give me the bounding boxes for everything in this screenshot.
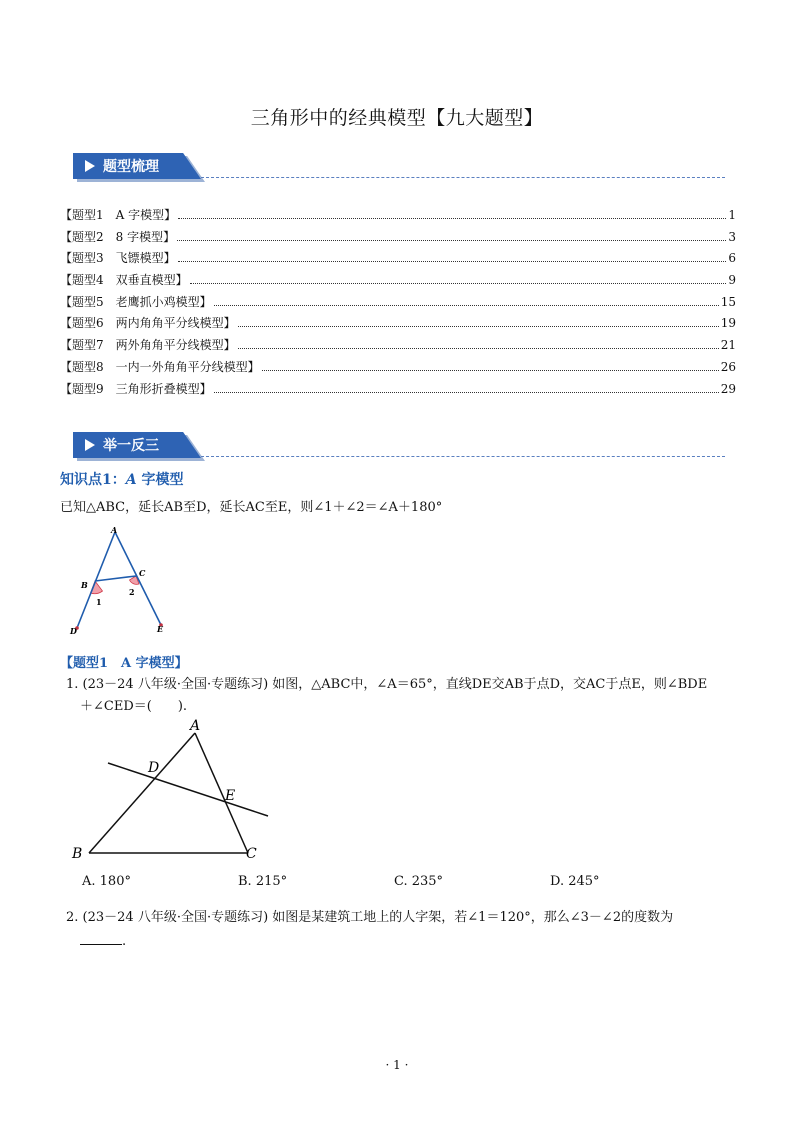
toc-label: 【题型2 8 字模型】 [60,229,176,244]
toc-leader-dots [262,370,719,371]
choice-c: C. 235° [394,874,444,889]
toc-leader-dots [214,305,719,306]
toc-page-number: 1 [728,208,736,222]
toc-page-number: 9 [728,273,736,288]
side-ab [89,733,195,853]
toc-label: 【题型7 两外角角平分线模型】 [60,338,236,353]
toc-row[interactable] [60,314,736,336]
toc-leader-dots [177,240,726,241]
toc-label: 【题型4 双垂直模型】 [60,273,188,288]
toc-page-number: 21 [720,338,736,353]
toc-page-number: 15 [720,294,736,309]
toc-leader-dots [178,218,726,219]
toc-leader-dots [238,326,719,327]
label-b: B [72,846,83,862]
toc-leader-dots [190,283,727,284]
toc-label: 【题型5 老鹰抓小鸡模型】 [60,294,212,309]
kp-title-prefix: 知识点1： [60,472,126,488]
label-angle-2: 2 [129,587,135,597]
question-2-line-end: . [122,934,127,949]
play-triangle-icon [85,439,95,451]
knowledge-point-statement: 已知△ABC，延长AB至D，延长AC至E，则∠1＋∠2＝∠A＋180° [60,500,443,515]
question-1 [66,674,738,718]
line-de [108,763,268,816]
label-e: E [225,788,236,804]
toc-row[interactable] [60,380,736,402]
toc-row[interactable] [60,271,736,293]
banner-divider [201,177,725,178]
toc-row[interactable] [60,358,736,380]
section-banner-overview [73,153,725,181]
label-d: D [148,760,160,776]
label-a: A [190,718,201,734]
label-e: E [157,624,164,634]
toc-row[interactable] [60,293,736,315]
toc-row[interactable] [60,206,736,228]
toc-page-number: 6 [728,251,736,266]
kp-title-suffix: 字模型 [136,472,184,488]
side-ac [195,733,248,853]
question-1-line-2: ＋∠CED＝( ). [80,699,188,714]
toc-leader-dots [238,348,719,349]
question-2 [66,906,738,954]
toc-row[interactable] [60,228,736,250]
banner-divider [201,456,725,457]
question-2-line-2 [66,930,738,954]
toc-label: 【题型3 飞镖模型】 [60,251,176,266]
banner-label: 举一反三 [103,438,159,454]
knowledge-point-title [60,469,184,489]
toc-row[interactable] [60,249,736,271]
banner-label: 题型梳理 [103,159,159,175]
toc-leader-dots [178,261,727,262]
label-b: B [81,580,88,590]
page-title: 三角形中的经典模型【九大题型】 [250,107,544,129]
question-type-heading: 【题型1 A 字模型】 [60,656,188,671]
label-d: D [70,626,77,636]
choice-d: D. 245° [550,874,600,889]
play-triangle-icon [85,160,95,172]
kp-title-letter: A [125,472,137,488]
label-c: C [139,568,146,578]
toc-label: 【题型1 A 字模型】 [60,208,177,222]
toc-page-number: 26 [720,359,736,374]
section-banner-examples [73,432,725,460]
toc-label: 【题型9 三角形折叠模型】 [60,381,212,396]
a-model-figure [60,522,180,642]
choice-a: A. 180° [82,874,131,889]
answer-blank [80,930,122,945]
question-1-line-1: 1. (23－24 八年级·全国·专题练习) 如图，△ABC中，∠A＝65°，直线DE交AB于点D，交AC于点E，则∠BDE [66,677,708,692]
toc-page-number: 19 [720,316,736,331]
toc-label: 【题型8 一内一外角角平分线模型】 [60,359,260,374]
label-angle-1: 1 [96,597,102,607]
table-of-contents [60,206,736,401]
toc-page-number: 29 [720,381,736,396]
toc-label: 【题型6 两内角角平分线模型】 [60,316,236,331]
label-a: A [111,525,118,535]
question-1-figure [66,716,286,866]
toc-row[interactable] [60,336,736,358]
label-c: C [246,846,257,862]
toc-page-number: 3 [728,229,736,244]
question-2-line-1: 2. (23－24 八年级·全国·专题练习) 如图是某建筑工地上的人字架，若∠1＝120°，那么∠3－∠2的度数为 [66,910,674,925]
choice-b: B. 215° [238,874,288,889]
toc-leader-dots [214,392,719,393]
page-number: · 1 · [385,1058,409,1072]
